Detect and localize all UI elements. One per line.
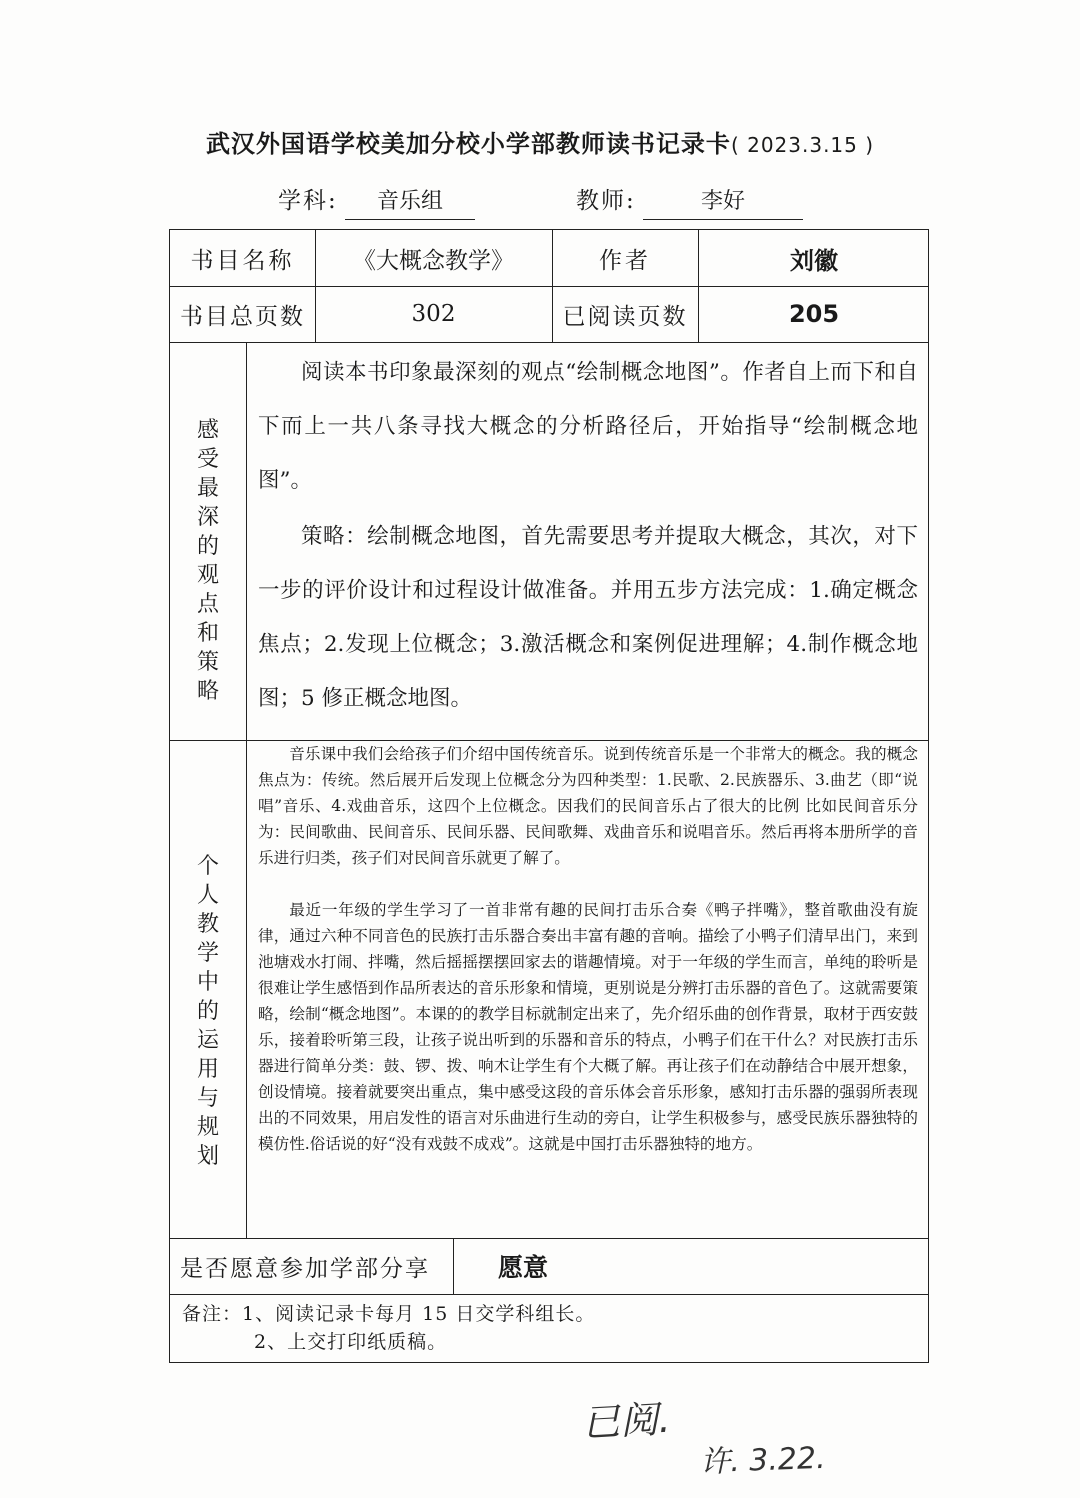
notes-line-2: 2、上交打印纸质稿。 bbox=[254, 1331, 448, 1353]
page-title bbox=[0, 124, 1080, 159]
share-value: 愿意 bbox=[497, 1253, 548, 1282]
read-pages-value: 205 bbox=[788, 300, 840, 328]
teacher-label: 教师: bbox=[576, 188, 636, 214]
insight-label: 感受最深的观点和策略 bbox=[196, 418, 219, 704]
title-text: 武汉外国语学校美加分校小学部教师读书记录卡 bbox=[205, 129, 731, 158]
author-label: 作者 bbox=[599, 247, 651, 274]
practice-paragraph-2: 最近一年级的学生学习了一首非常有趣的民间打击乐合奏《鸭子拌嘴》，整首歌曲没有旋律，通过六种不同音色的民族打击乐器合奏出丰富有趣的音响。描绘了小鸭子们清早出门，来到池塘戏水打闹、拌嘴，然后摇摇摆摆回家去的谐趣情境。对于一年级的学生而言，单纯的聆听是很难让学生感悟到作品所表达的音乐形象和情境，更别说是分辨打击乐器的音色了。这就需要策略，绘制“概念地图”。本课的的教学目标就制定出来了，先介绍乐曲的创作背景，取材于西安鼓乐，接着聆听第三段，让孩子说出听到的乐器和音乐的特点，小鸭子们在干什么？对民族打击乐器进行简单分类：鼓、锣、拨、响木让学生有个大概了解。再让孩子们在动静结合中展开想象，创设情境。接着就要突出重点，集中感受这段的音乐体会音乐形象，感知打击乐器的强弱所表现出的不同效果，用启发性的语言对乐曲进行生动的旁白，让学生积极参与，感受民族乐器独特的模仿性.俗话说的好“没有戏鼓不成戏”。这就是中国打击乐器独特的地方。 bbox=[258, 901, 918, 1153]
total-pages-value: 302 bbox=[411, 301, 456, 327]
subject-row bbox=[278, 182, 475, 220]
practice-label: 个人教学中的运用与规划 bbox=[196, 854, 219, 1169]
teacher-value: 李好 bbox=[643, 187, 803, 220]
share-label: 是否愿意参加学部分享 bbox=[180, 1255, 430, 1282]
book-name-value: 《大概念教学》 bbox=[353, 247, 514, 274]
insight-paragraph-1: 阅读本书印象最深刻的观点“绘制概念地图”。作者自上而下和自下而上一共八条寻找大概念的分析路径后，开始指导“绘制概念地图”。 bbox=[258, 360, 918, 493]
teacher-row bbox=[576, 182, 803, 220]
book-name-label: 书目名称 bbox=[190, 247, 295, 274]
subject-label: 学科: bbox=[278, 188, 338, 214]
insight-paragraph-2: 策略：绘制概念地图，首先需要思考并提取大概念，其次，对下一步的评价设计和过程设计做准备。并用五步方法完成：1.确定概念焦点；2.发现上位概念；3.激活概念和案例促进理解；4.制作概念地图；5 修正概念地图。 bbox=[258, 524, 918, 711]
author-value: 刘徽 bbox=[790, 246, 838, 275]
notes-line-1: 备注：1、阅读记录卡每月 15 日交学科组长。 bbox=[182, 1303, 596, 1325]
total-pages-label: 书目总页数 bbox=[180, 303, 305, 330]
practice-paragraph-1: 音乐课中我们会给孩子们介绍中国传统音乐。说到传统音乐是一个非常大的概念。我的概念焦点为：传统。然后展开后发现上位概念分为四种类型：1.民歌、2.民族器乐、3.曲艺（即“说唱”音乐、4.戏曲音乐，这四个上位概念。因我们的民间音乐占了很大的比例 比如民间音乐分为：民间歌曲、民间音乐、民间乐器、民间歌舞、戏曲音乐和说唱音乐。然后再将本册所学的音乐进行归类，孩子们对民间音乐就更了解了。 bbox=[258, 745, 918, 867]
notes bbox=[182, 1300, 595, 1356]
subject-value: 音乐组 bbox=[345, 187, 475, 220]
reading-record-card bbox=[169, 229, 929, 1363]
reviewed-signature: 已阅. bbox=[581, 1396, 672, 1446]
read-pages-label: 已阅读页数 bbox=[562, 303, 688, 330]
initial-date-signature: 许. 3.22. bbox=[699, 1440, 827, 1481]
title-date: ( 2023.3.15 ) bbox=[730, 133, 875, 157]
